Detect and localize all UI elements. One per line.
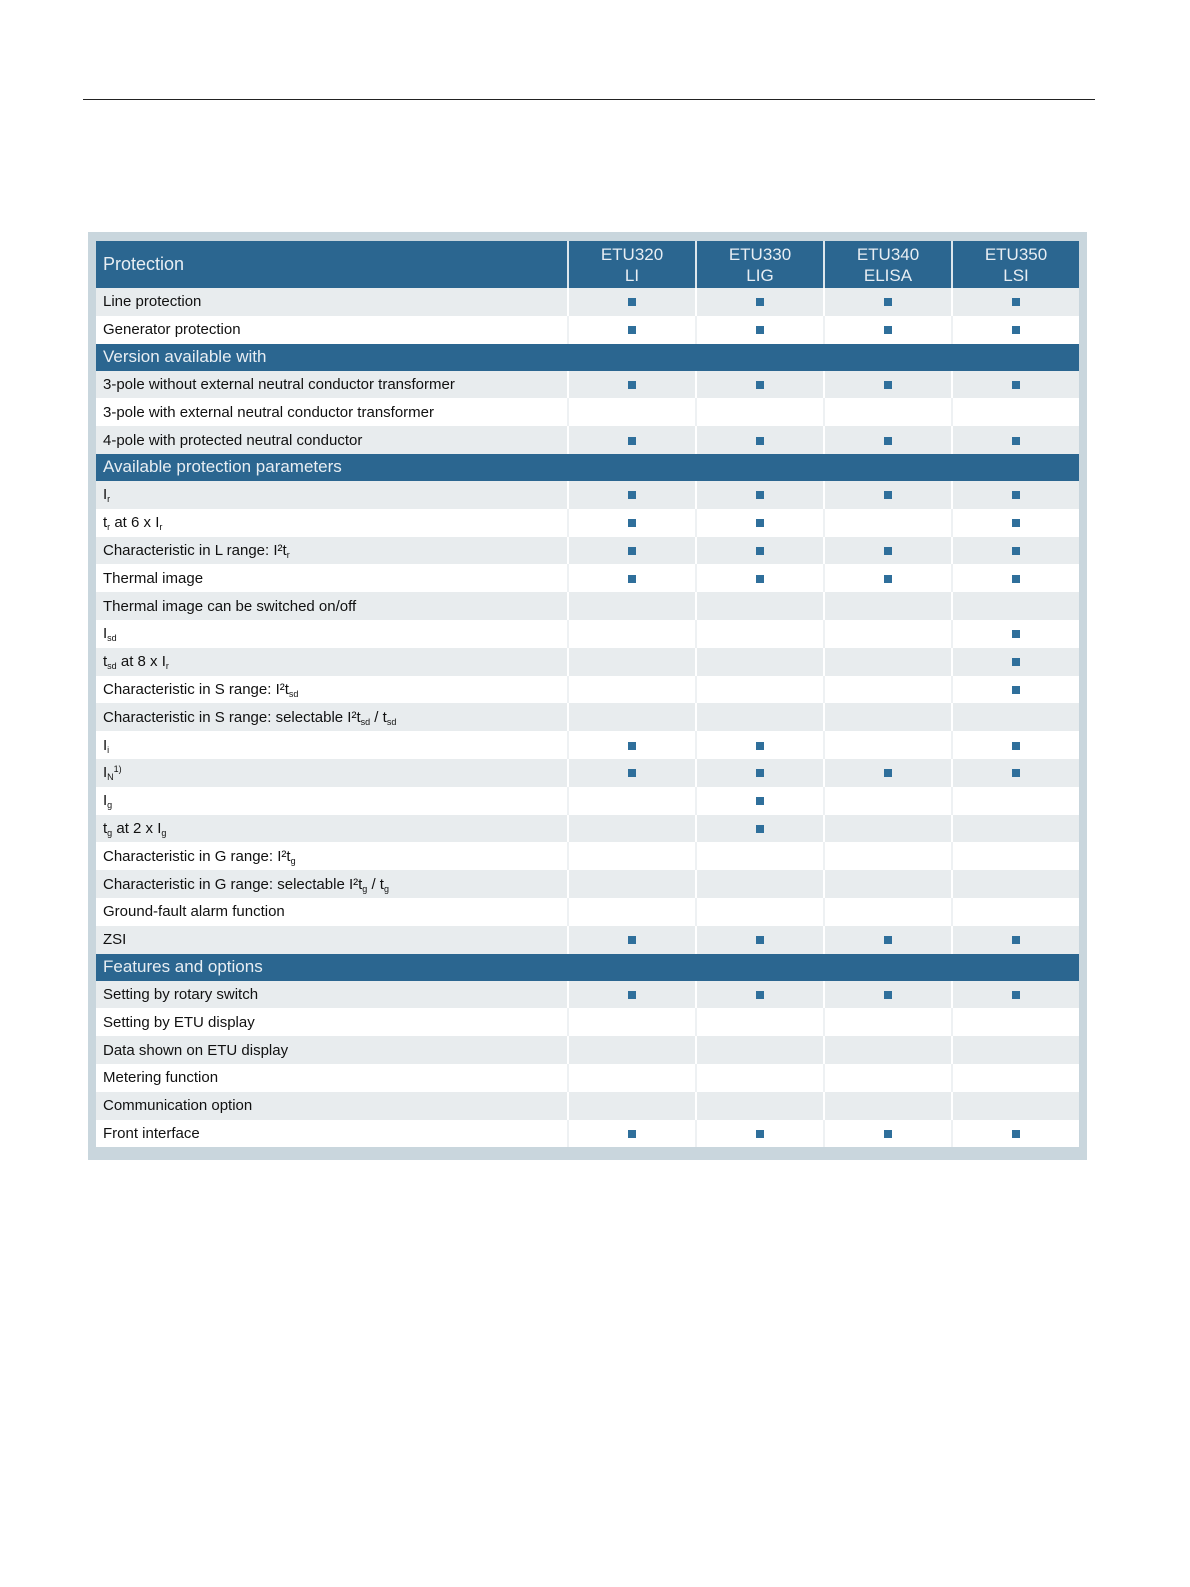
available-square-icon [884, 575, 892, 583]
availability-cell [567, 620, 695, 648]
table-row [96, 371, 1079, 399]
available-square-icon [884, 326, 892, 334]
row-label-subscript: g [107, 827, 113, 838]
availability-cell [823, 648, 951, 676]
available-square-icon [756, 1130, 764, 1138]
available-square-icon [756, 381, 764, 389]
available-square-icon [628, 298, 636, 306]
row-label [96, 926, 567, 954]
availability-cell [823, 815, 951, 843]
row-label-tail: at 8 x I [116, 653, 166, 671]
availability-cell [567, 870, 695, 898]
row-label [96, 787, 567, 815]
availability-cell [951, 371, 1079, 399]
table-row [96, 1120, 1079, 1148]
available-square-icon [628, 1130, 636, 1138]
table-row [96, 898, 1079, 926]
available-square-icon [628, 381, 636, 389]
availability-cell [951, 842, 1079, 870]
row-label [96, 898, 567, 926]
availability-cell [823, 898, 951, 926]
availability-cell [567, 648, 695, 676]
available-square-icon [756, 298, 764, 306]
availability-cell [567, 592, 695, 620]
availability-cell [951, 759, 1079, 787]
available-square-icon [756, 797, 764, 805]
availability-cell [695, 481, 823, 509]
availability-cell [567, 703, 695, 731]
available-square-icon [1012, 936, 1020, 944]
row-label-superscript: 1) [113, 764, 122, 775]
row-label [96, 288, 567, 316]
availability-cell [823, 537, 951, 565]
row-label-tail: at 6 x I [110, 514, 160, 532]
availability-cell [823, 1120, 951, 1148]
header-etu350 [951, 241, 1079, 288]
availability-cell [823, 676, 951, 704]
table-row [96, 676, 1079, 704]
availability-cell [951, 620, 1079, 648]
availability-cell [951, 1120, 1079, 1148]
row-label-subscript: g [107, 800, 113, 811]
table-row [96, 759, 1079, 787]
section-title: Available protection parameters [96, 454, 1079, 481]
availability-cell [823, 316, 951, 344]
availability-cell [951, 398, 1079, 426]
row-label-text: Front interface [103, 1124, 200, 1142]
availability-cell [951, 1036, 1079, 1064]
available-square-icon [884, 437, 892, 445]
row-label-subscript: sd [107, 633, 117, 644]
availability-cell [951, 537, 1079, 565]
header-model: ETU330 [728, 244, 792, 264]
availability-cell [951, 787, 1079, 815]
available-square-icon [756, 825, 764, 833]
availability-cell [695, 316, 823, 344]
availability-cell [823, 1008, 951, 1036]
availability-cell [695, 1008, 823, 1036]
row-label-subscript: i [107, 744, 110, 755]
availability-cell [823, 1092, 951, 1120]
available-square-icon [1012, 769, 1020, 777]
available-square-icon [1012, 437, 1020, 445]
row-label [96, 426, 567, 454]
availability-cell [823, 398, 951, 426]
table-row [96, 620, 1079, 648]
row-label-subscript: g [362, 883, 368, 894]
row-label-text: Communication option [103, 1097, 253, 1115]
row-label-text: I [103, 486, 108, 504]
availability-cell [823, 703, 951, 731]
table-row [96, 564, 1079, 592]
table-header-row [96, 241, 1079, 288]
availability-cell [567, 426, 695, 454]
row-label-subscript: g [290, 855, 296, 866]
table-row [96, 842, 1079, 870]
available-square-icon [756, 575, 764, 583]
availability-cell [951, 426, 1079, 454]
availability-cell [695, 648, 823, 676]
available-square-icon [756, 991, 764, 999]
availability-cell [567, 1064, 695, 1092]
row-label-text: Thermal image [103, 569, 204, 587]
available-square-icon [884, 1130, 892, 1138]
availability-cell [695, 1092, 823, 1120]
available-square-icon [884, 298, 892, 306]
available-square-icon [756, 326, 764, 334]
header-etu340 [823, 241, 951, 288]
row-label-text: Line protection [103, 293, 202, 311]
row-label [96, 981, 567, 1009]
available-square-icon [884, 491, 892, 499]
availability-cell [695, 787, 823, 815]
table-row [96, 398, 1079, 426]
table-row [96, 731, 1079, 759]
availability-cell [567, 898, 695, 926]
section-header-row [96, 454, 1079, 481]
availability-cell [695, 1064, 823, 1092]
row-label-text: ZSI [103, 931, 127, 949]
row-label-subscript: g [161, 827, 167, 838]
table-row [96, 981, 1079, 1009]
table-row [96, 288, 1079, 316]
row-label-subscript: g [383, 883, 389, 894]
row-label [96, 316, 567, 344]
row-label-subscript: sd [107, 661, 117, 672]
available-square-icon [756, 547, 764, 555]
availability-cell [567, 288, 695, 316]
available-square-icon [1012, 547, 1020, 555]
available-square-icon [1012, 519, 1020, 527]
table-row [96, 1092, 1079, 1120]
table-row [96, 787, 1079, 815]
header-model: ETU320 [600, 244, 664, 264]
row-label-subscript: sd [288, 688, 299, 699]
availability-cell [567, 398, 695, 426]
availability-cell [695, 398, 823, 426]
available-square-icon [628, 519, 636, 527]
availability-cell [951, 703, 1079, 731]
table-row [96, 316, 1079, 344]
row-label [96, 592, 567, 620]
availability-cell [567, 731, 695, 759]
row-label-text: Characteristic in G range: I²t [103, 847, 291, 865]
row-label-text: 4-pole with protected neutral conductor [103, 431, 363, 449]
row-label-text: Setting by ETU display [103, 1013, 255, 1031]
available-square-icon [884, 547, 892, 555]
header-model: ETU350 [984, 244, 1048, 264]
row-label-subscript: r [159, 522, 163, 533]
available-square-icon [628, 575, 636, 583]
available-square-icon [628, 326, 636, 334]
availability-cell [823, 1036, 951, 1064]
row-label [96, 648, 567, 676]
header-model: ETU340 [856, 244, 920, 264]
row-label [96, 1036, 567, 1064]
header-variant: LIG [746, 265, 774, 285]
availability-cell [951, 564, 1079, 592]
availability-cell [951, 509, 1079, 537]
row-label-subscript: sd [360, 716, 371, 727]
row-label-text: t [103, 819, 108, 837]
availability-cell [695, 426, 823, 454]
availability-cell [695, 898, 823, 926]
availability-cell [823, 564, 951, 592]
availability-cell [695, 564, 823, 592]
availability-cell [567, 787, 695, 815]
availability-cell [695, 731, 823, 759]
availability-cell [695, 703, 823, 731]
top-rule [83, 99, 1095, 100]
availability-cell [823, 1064, 951, 1092]
availability-cell [695, 926, 823, 954]
table-body [96, 288, 1079, 1147]
availability-cell [951, 481, 1079, 509]
available-square-icon [628, 936, 636, 944]
availability-cell [951, 926, 1079, 954]
table-row [96, 481, 1079, 509]
header-variant: LSI [1003, 265, 1029, 285]
availability-cell [951, 870, 1079, 898]
available-square-icon [1012, 991, 1020, 999]
availability-cell [695, 592, 823, 620]
availability-cell [695, 288, 823, 316]
availability-cell [951, 1064, 1079, 1092]
section-title: Features and options [96, 954, 1079, 981]
header-protection-label: Protection [96, 241, 567, 288]
row-label [96, 731, 567, 759]
availability-cell [823, 842, 951, 870]
availability-cell [823, 870, 951, 898]
availability-cell [695, 870, 823, 898]
row-label [96, 815, 567, 843]
availability-cell [567, 564, 695, 592]
header-etu330 [695, 241, 823, 288]
availability-cell [567, 316, 695, 344]
availability-cell [567, 676, 695, 704]
row-label [96, 509, 567, 537]
row-label-text: t [103, 653, 108, 671]
row-label-text: I [103, 736, 108, 754]
availability-cell [823, 371, 951, 399]
availability-cell [823, 981, 951, 1009]
availability-cell [567, 1092, 695, 1120]
row-label-text: Characteristic in G range: selectable I²t [103, 875, 363, 893]
availability-cell [567, 537, 695, 565]
row-label-subscript: r [165, 661, 169, 672]
availability-cell [695, 371, 823, 399]
available-square-icon [628, 991, 636, 999]
row-label-text: I [103, 764, 108, 782]
row-label-subscript: sd [386, 716, 397, 727]
row-label-text: 3-pole without external neutral conductor transformer [103, 375, 455, 393]
available-square-icon [756, 742, 764, 750]
row-label [96, 564, 567, 592]
row-label-tail: / t [367, 875, 384, 893]
row-label [96, 481, 567, 509]
availability-cell [695, 1036, 823, 1064]
available-square-icon [884, 991, 892, 999]
table-row [96, 537, 1079, 565]
availability-cell [951, 316, 1079, 344]
availability-cell [567, 481, 695, 509]
protection-table-frame [88, 232, 1087, 1160]
table-row [96, 592, 1079, 620]
row-label [96, 1064, 567, 1092]
availability-cell [695, 815, 823, 843]
row-label-text: Metering function [103, 1069, 219, 1087]
availability-cell [951, 1092, 1079, 1120]
availability-cell [823, 759, 951, 787]
row-label-text: I [103, 625, 108, 643]
row-label [96, 703, 567, 731]
available-square-icon [1012, 1130, 1020, 1138]
availability-cell [567, 759, 695, 787]
row-label [96, 1092, 567, 1120]
row-label-tail: / t [370, 708, 387, 726]
header-etu320 [567, 241, 695, 288]
row-label [96, 398, 567, 426]
availability-cell [823, 787, 951, 815]
row-label [96, 1008, 567, 1036]
availability-cell [567, 926, 695, 954]
row-label [96, 759, 567, 787]
table-row [96, 509, 1079, 537]
availability-cell [951, 648, 1079, 676]
availability-cell [567, 371, 695, 399]
availability-cell [695, 1120, 823, 1148]
availability-cell [951, 288, 1079, 316]
available-square-icon [1012, 326, 1020, 334]
availability-cell [695, 620, 823, 648]
availability-cell [567, 981, 695, 1009]
available-square-icon [628, 437, 636, 445]
header-variant: LI [624, 265, 640, 285]
table-row [96, 1064, 1079, 1092]
availability-cell [695, 759, 823, 787]
row-label-text: t [103, 514, 108, 532]
availability-cell [567, 1008, 695, 1036]
availability-cell [951, 731, 1079, 759]
available-square-icon [884, 381, 892, 389]
section-header-row [96, 954, 1079, 981]
available-square-icon [884, 936, 892, 944]
available-square-icon [756, 769, 764, 777]
availability-cell [695, 537, 823, 565]
row-label-text: Thermal image can be switched on/off [103, 597, 357, 615]
availability-cell [695, 676, 823, 704]
availability-cell [951, 676, 1079, 704]
availability-cell [951, 815, 1079, 843]
availability-cell [567, 1036, 695, 1064]
availability-cell [823, 288, 951, 316]
availability-cell [823, 731, 951, 759]
available-square-icon [756, 437, 764, 445]
available-square-icon [1012, 658, 1020, 666]
row-label-subscript: r [286, 549, 290, 560]
protection-table [96, 241, 1079, 1147]
table-row [96, 815, 1079, 843]
availability-cell [695, 509, 823, 537]
available-square-icon [628, 769, 636, 777]
available-square-icon [628, 742, 636, 750]
availability-cell [567, 1120, 695, 1148]
table-row [96, 426, 1079, 454]
row-label-text: I [103, 792, 108, 810]
row-label [96, 1120, 567, 1148]
available-square-icon [628, 491, 636, 499]
header-variant: ELISA [863, 265, 913, 285]
availability-cell [823, 592, 951, 620]
available-square-icon [1012, 298, 1020, 306]
available-square-icon [756, 491, 764, 499]
row-label-text: Generator protection [103, 321, 241, 339]
availability-cell [951, 898, 1079, 926]
row-label-text: Characteristic in S range: selectable I²t [103, 708, 361, 726]
section-header-row [96, 344, 1079, 371]
table-row [96, 870, 1079, 898]
row-label [96, 676, 567, 704]
section-title: Version available with [96, 344, 1079, 371]
available-square-icon [884, 769, 892, 777]
available-square-icon [1012, 491, 1020, 499]
available-square-icon [756, 936, 764, 944]
availability-cell [823, 509, 951, 537]
row-label-subscript: r [107, 494, 111, 505]
availability-cell [567, 815, 695, 843]
row-label-subscript: N [107, 772, 114, 783]
row-label [96, 371, 567, 399]
available-square-icon [1012, 381, 1020, 389]
availability-cell [823, 926, 951, 954]
row-label-text: Data shown on ETU display [103, 1041, 289, 1059]
row-label-text: 3-pole with external neutral conductor transformer [103, 403, 434, 421]
availability-cell [823, 426, 951, 454]
table-row [96, 1008, 1079, 1036]
available-square-icon [1012, 686, 1020, 694]
available-square-icon [1012, 630, 1020, 638]
row-label [96, 537, 567, 565]
availability-cell [823, 481, 951, 509]
row-label-tail: at 2 x I [112, 819, 162, 837]
row-label-text: Ground-fault alarm function [103, 903, 285, 921]
table-row [96, 648, 1079, 676]
table-row [96, 1036, 1079, 1064]
availability-cell [951, 981, 1079, 1009]
availability-cell [951, 592, 1079, 620]
available-square-icon [1012, 575, 1020, 583]
availability-cell [567, 842, 695, 870]
available-square-icon [1012, 742, 1020, 750]
availability-cell [951, 1008, 1079, 1036]
row-label-text: Characteristic in L range: I²t [103, 541, 287, 559]
available-square-icon [628, 547, 636, 555]
table-row [96, 926, 1079, 954]
row-label-text: Setting by rotary switch [103, 985, 259, 1003]
available-square-icon [756, 519, 764, 527]
row-label [96, 620, 567, 648]
row-label [96, 870, 567, 898]
row-label-text: Characteristic in S range: I²t [103, 680, 289, 698]
row-label-subscript: r [107, 522, 111, 533]
availability-cell [567, 509, 695, 537]
availability-cell [823, 620, 951, 648]
availability-cell [695, 842, 823, 870]
row-label [96, 842, 567, 870]
table-row [96, 703, 1079, 731]
availability-cell [695, 981, 823, 1009]
